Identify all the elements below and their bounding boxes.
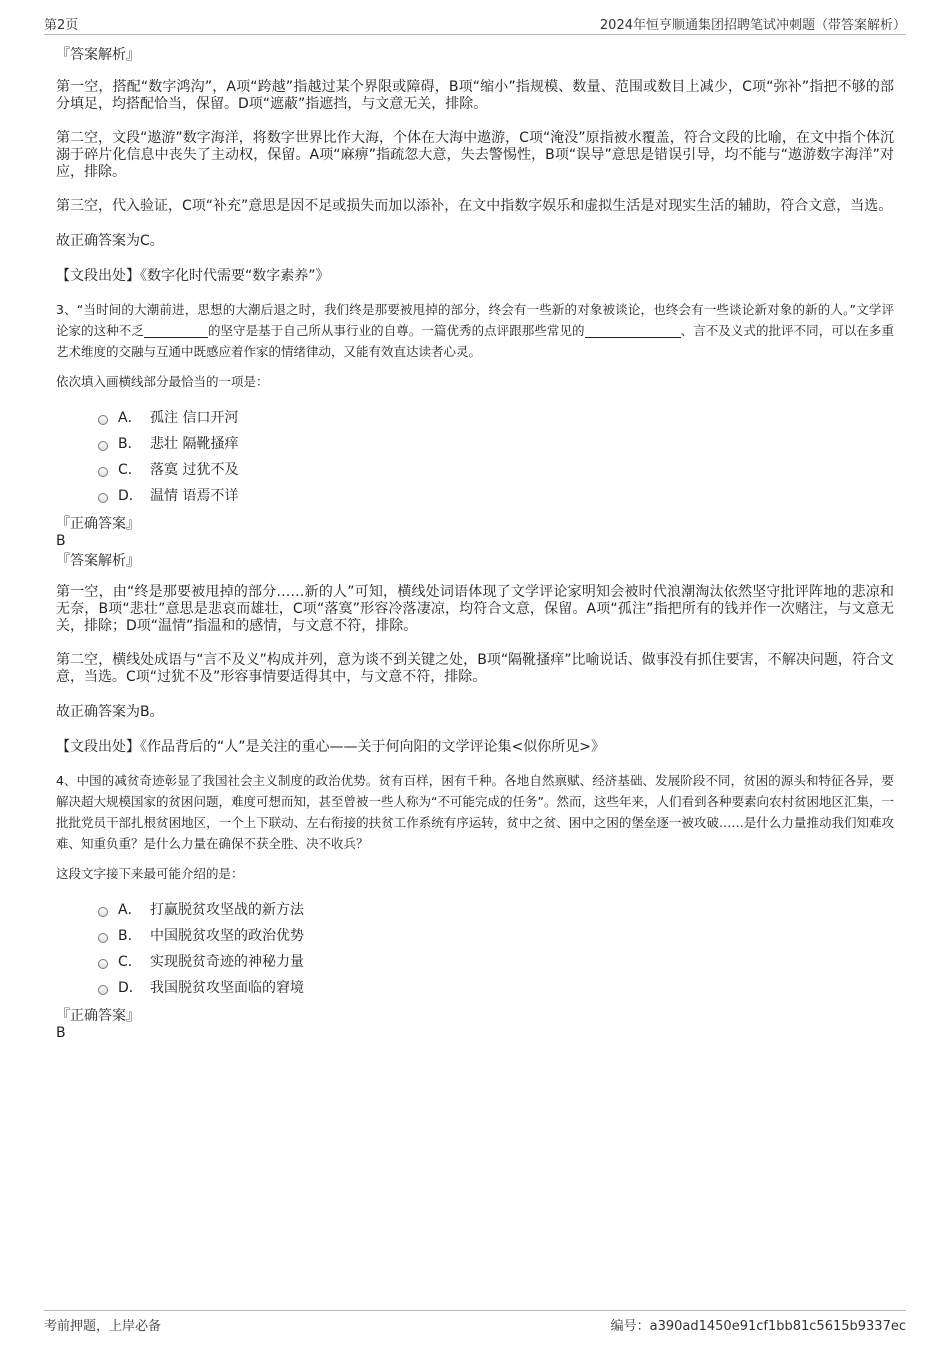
stem-text: 的坚守是基于自己所从事行业的自尊。一篇优秀的点评跟那些常见的 — [207, 323, 585, 338]
option-letter: B． — [118, 928, 142, 944]
option-letter: B． — [118, 436, 142, 452]
option-b[interactable] — [98, 431, 894, 457]
option-b[interactable] — [98, 923, 894, 949]
source-citation: 【文段出处】《作品背后的“人”是关注的重心——关于何向阳的文学评论集<似你所见>》 — [56, 739, 605, 755]
option-text: 实现脱贫奇迹的神秘力量 — [150, 954, 304, 970]
blank-line — [144, 323, 208, 338]
question-stem — [56, 299, 894, 362]
page-number: 第2页 — [44, 18, 79, 33]
option-text: 我国脱贫攻坚面临的窘境 — [150, 980, 304, 996]
stem-text: 3、“当时间的大潮前进，思想的大潮后退之时，我们终是那要被甩掉的部分，终会有一些新的对象被谈论，也终会有一些谈论新对象的新的人。”文学评论家的这种不乏 — [56, 302, 894, 338]
radio-icon[interactable] — [98, 933, 108, 943]
analysis-paragraph: 第一空，搭配“数字鸿沟”，A项“跨越”指越过某个界限或障碍，B项“缩小”指规模、数量、范围或数目上减少，C项“弥补”指把不够的部分填足，均搭配恰当，保留。D项“遮蔽”指遮挡，与文意无关，排除。 — [56, 79, 894, 112]
question-4 — [56, 770, 894, 1042]
question-3 — [56, 299, 894, 756]
option-letter: A． — [118, 410, 142, 426]
option-letter: C． — [118, 462, 142, 478]
option-letter: D． — [118, 980, 143, 996]
option-text: 落寞 过犹不及 — [150, 462, 239, 478]
conclusion: 故正确答案为C。 — [56, 233, 164, 249]
radio-icon[interactable] — [98, 959, 108, 969]
analysis-paragraph: 第一空，由“终是那要被甩掉的部分……新的人”可知，横线处词语体现了文学评论家明知会被时代浪潮淘汰依然坚守批评阵地的悲凉和无奈，B项“悲壮”意思是悲哀而雄壮，C项“落寞”形容冷落凄凉，均符合文意，保留。A项“孤注”指把所有的钱并作一次赌注，与文意无关，排除；D项“温情”指温和的感情，与文意不符，排除。 — [56, 584, 894, 634]
option-a[interactable] — [98, 405, 894, 431]
page-footer — [44, 1310, 906, 1335]
option-a[interactable] — [98, 897, 894, 923]
option-c[interactable] — [98, 949, 894, 975]
page-content — [56, 46, 894, 1042]
correct-answer: B — [56, 533, 66, 549]
footer-slogan: 考前押题，上岸必备 — [44, 1319, 162, 1334]
radio-icon[interactable] — [98, 985, 108, 995]
option-letter: C． — [118, 954, 142, 970]
correct-answer-label: 『正确答案』 — [56, 1008, 140, 1024]
radio-icon[interactable] — [98, 493, 108, 503]
option-list — [56, 897, 894, 1001]
analysis-paragraph: 第二空，横线处成语与“言不及义”构成并列，意为谈不到关键之处，B项“隔靴搔痒”比喻说话、做事没有抓住要害，不解决问题，符合文意，当选。C项“过犹不及”形容事情要适得其中，与文意不符，排除。 — [56, 652, 894, 685]
option-text: 打赢脱贫攻坚战的新方法 — [150, 902, 304, 918]
document-code: 编号：a390ad1450e91cf1bb81c5615b9337ec — [610, 1319, 906, 1334]
radio-icon[interactable] — [98, 441, 108, 451]
radio-icon[interactable] — [98, 415, 108, 425]
option-d[interactable] — [98, 975, 894, 1001]
question-2-analysis — [56, 46, 894, 285]
correct-answer-label: 『正确答案』 — [56, 516, 140, 532]
question-prompt: 这段文字接下来最可能介绍的是： — [56, 866, 244, 881]
analysis-paragraph: 第三空，代入验证，C项“补充”意思是因不足或损失而加以添补，在文中指数字娱乐和虚拟生活是对现实生活的辅助，符合文意，当选。 — [56, 198, 893, 214]
document-title: 2024年恒亨顺通集团招聘笔试冲刺题（带答案解析） — [599, 18, 906, 33]
conclusion: 故正确答案为B。 — [56, 704, 164, 720]
option-text: 悲壮 隔靴搔痒 — [150, 436, 239, 452]
analysis-label: 『答案解析』 — [56, 553, 140, 569]
stem-text: 、言不及义式的批评不同，可以在多重艺术维度的交融与互通中既感应着作家的情绪律动，又能有效直达读者心灵。 — [56, 323, 894, 359]
option-list — [56, 405, 894, 509]
option-d[interactable] — [98, 483, 894, 509]
page-header — [44, 12, 906, 35]
option-text: 中国脱贫攻坚的政治优势 — [150, 928, 304, 944]
option-text: 温情 语焉不详 — [150, 488, 239, 504]
blank-line — [585, 323, 681, 338]
option-c[interactable] — [98, 457, 894, 483]
radio-icon[interactable] — [98, 907, 108, 917]
source-citation: 【文段出处】《数字化时代需要“数字素养”》 — [56, 268, 330, 284]
option-letter: D． — [118, 488, 143, 504]
option-letter: A． — [118, 902, 142, 918]
correct-answer: B — [56, 1025, 66, 1041]
radio-icon[interactable] — [98, 467, 108, 477]
question-stem: 4、中国的减贫奇迹彰显了我国社会主义制度的政治优势。贫有百样，困有千种。各地自然禀赋、经济基础、发展阶段不同，贫困的源头和特征各异，要解决超大规模国家的贫困问题，难度可想而知，甚至曾被一些人称为“不可能完成的任务”。然而，这些年来，人们看到各种要素向农村贫困地区汇集，一批批党员干部扎根贫困地区，一个上下联动、左右衔接的扶贫工作系统有序运转，贫中之贫、困中之困的堡垒逐一被攻破……是什么力量推动我们知难攻难、知重负重？是什么力量在确保不获全胜、决不收兵？ — [56, 773, 894, 851]
question-prompt: 依次填入画横线部分最恰当的一项是： — [56, 374, 269, 389]
analysis-label: 『答案解析』 — [56, 47, 140, 63]
option-text: 孤注 信口开河 — [150, 410, 239, 426]
analysis-paragraph: 第二空，文段“遨游”数字海洋，将数字世界比作大海，个体在大海中遨游，C项“淹没”原指被水覆盖，符合文段的比喻，在文中指个体沉溺于碎片化信息中丧失了主动权，保留。A项“麻痹”指疏忽大意，失去警惕性，B项“误导”意思是错误引导，均不能与“遨游数字海洋”对应，排除。 — [56, 130, 894, 180]
